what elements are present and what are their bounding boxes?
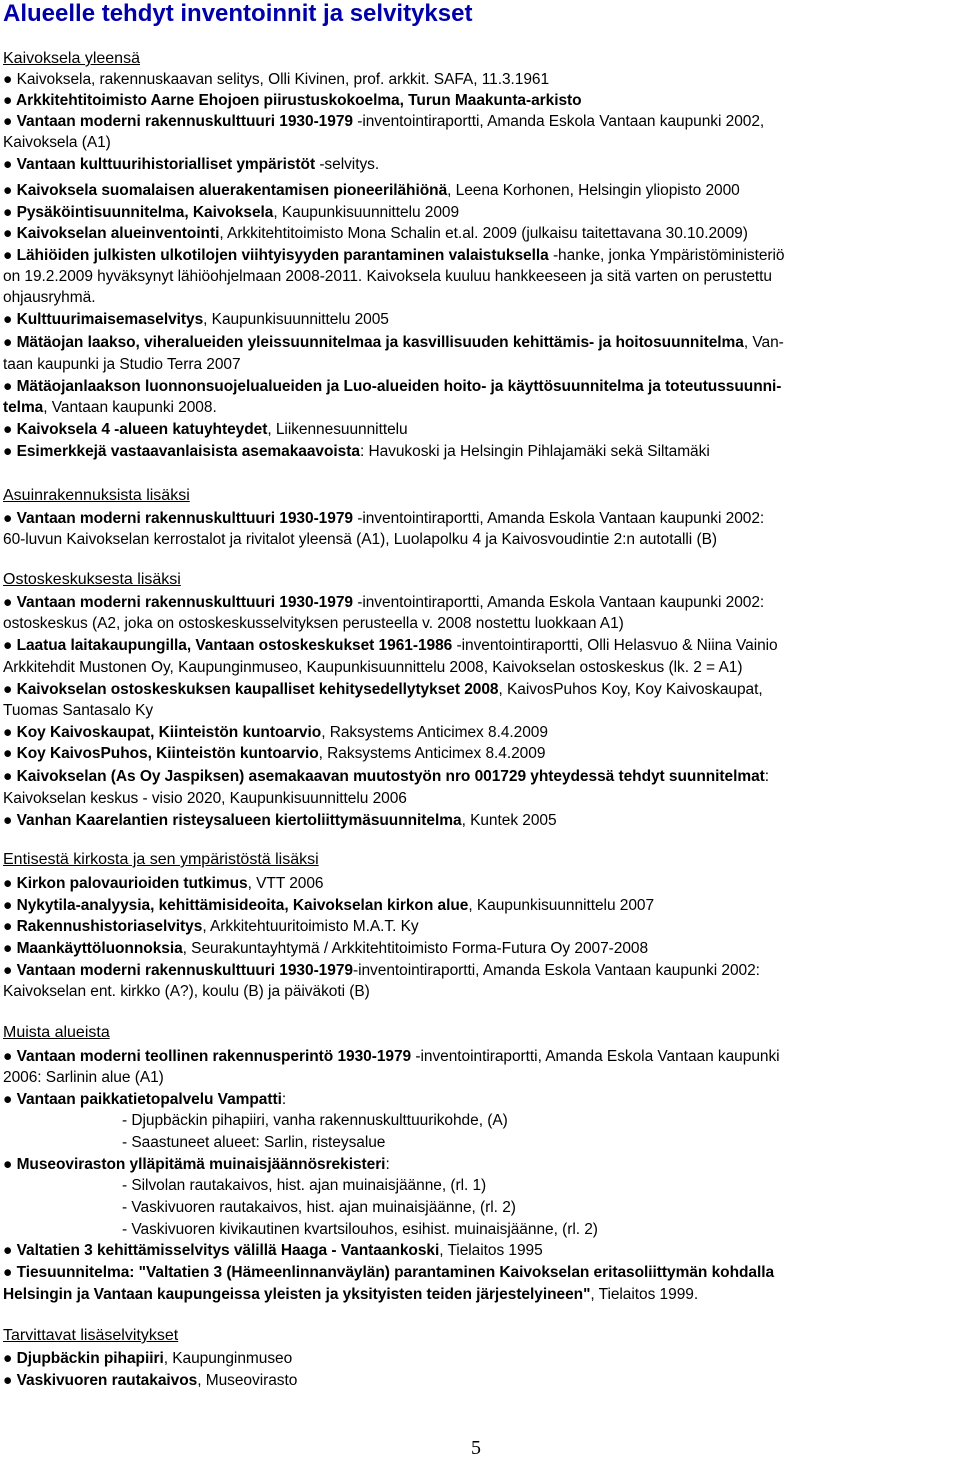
page-number: 5 [471, 1437, 481, 1459]
list-item: ● Maankäyttöluonnoksia, Seurakuntayhtymä / Arkkitehtitoimisto Forma-Futura Oy 2007-2008 [3, 940, 649, 957]
list-item-continuation: Helsingin ja Vantaan kaupungeissa yleisten ja yksityisten teiden järjestelyineen", Tielaitos 1999. [3, 1286, 699, 1303]
list-item: ● Vantaan moderni rakennuskulttuuri 1930-1979 -inventointiraportti, Amanda Eskola Vantaan kaupunki 2002: [3, 594, 765, 611]
list-item: ● Vantaan moderni teollinen rakennusperintö 1930-1979 -inventointiraportti, Amanda Eskola Vantaan kaupunki [3, 1048, 780, 1065]
section-heading-tarvittavat: Tarvittavat lisäselvitykset [3, 1327, 179, 1344]
section-heading-muista-alueista: Muista alueista [3, 1024, 110, 1041]
list-item-continuation: Tuomas Santasalo Ky [3, 702, 154, 719]
section-heading-kaivoksela: Kaivoksela yleensä [3, 50, 140, 67]
list-item: ● Vaskivuoren rautakaivos, Museovirasto [3, 1372, 298, 1389]
list-item: ● Kaivoksela 4 -alueen katuyhteydet, Liikennesuunnittelu [3, 421, 408, 438]
list-item: ● Rakennushistoriaselvitys, Arkkitehtuuritoimisto M.A.T. Ky [3, 918, 419, 935]
list-item: ● Arkkitehtitoimisto Aarne Ehojoen piirustuskokoelma, Turun Maakunta-arkisto [3, 92, 582, 109]
list-item: ● Vanhan Kaarelantien risteysalueen kiertoliittymäsuunnitelma, Kuntek 2005 [3, 812, 557, 829]
list-item: ● Lähiöiden julkisten ulkotilojen viihtyisyyden parantaminen valaistuksella -hanke, jonka Ympäristöministeriö [3, 247, 785, 264]
list-item-continuation: ostoskeskus (A2, joka on ostoskeskusselvityksen perusteella v. 2008 nostettu luokkaan A1) [3, 615, 624, 632]
list-item: ● Kaivokselan (As Oy Jaspiksen) asemakaavan muutostyön nro 001729 yhteydessä tehdyt suunnitelmat: [3, 768, 770, 785]
list-item: ● Kirkon palovaurioiden tutkimus, VTT 2006 [3, 875, 324, 892]
list-item: ● Koy KaivosPuhos, Kiinteistön kuntoarvio, Raksystems Anticimex 8.4.2009 [3, 745, 546, 762]
list-item: ● Kulttuurimaisemaselvitys, Kaupunkisuunnittelu 2005 [3, 311, 389, 328]
list-item-continuation: 60-luvun Kaivokselan kerrostalot ja rivitalot yleensä (A1), Luolapolku 4 ja Kaivosvoudintie 2:n autotalli (B) [3, 531, 717, 548]
section-heading-asuinrakennukset: Asuinrakennuksista lisäksi [3, 487, 190, 504]
sub-item: - Vaskivuoren kivikautinen kvartsilouhos, esihist. muinaisjäänne, (rl. 2) [122, 1221, 598, 1238]
sub-item: - Silvolan rautakaivos, hist. ajan muinaisjäänne, (rl. 1) [122, 1177, 487, 1194]
list-item: ● Mätäojan laakso, viheralueiden yleissuunnitelmaa ja kasvillisuuden kehittämis- ja hoitosuunnitelma, Van- [3, 334, 784, 351]
list-item: ● Tiesuunnitelma: "Valtatien 3 (Hämeenlinnanväylän) parantaminen Kaivokselan eritasoliittymän kohdalla [3, 1264, 775, 1281]
sub-item: - Djupbäckin pihapiiri, vanha rakennuskulttuurikohde, (A) [122, 1112, 508, 1129]
list-item-continuation: Arkkitehdit Mustonen Oy, Kaupunginmuseo, Kaupunkisuunnittelu 2008, Kaivokselan ostoskeskus (lk. 2 = A1) [3, 659, 743, 676]
list-item: ● Museoviraston ylläpitämä muinaisjäännösrekisteri: [3, 1156, 390, 1173]
list-item: ● Valtatien 3 kehittämisselvitys välillä Haaga - Vantaankoski, Tielaitos 1995 [3, 1242, 543, 1259]
list-item: ● Laatua laitakaupungilla, Vantaan ostoskeskukset 1961-1986 -inventointiraportti, Olli Helasvuo & Niina Vainio [3, 637, 778, 654]
list-item: ● Vantaan moderni rakennuskulttuuri 1930-1979 -inventointiraportti, Amanda Eskola Vantaan kaupunki 2002, [3, 113, 765, 130]
list-item: ● Vantaan moderni rakennuskulttuuri 1930-1979-inventointiraportti, Amanda Eskola Vantaan kaupunki 2002: [3, 962, 760, 979]
page-title: Alueelle tehdyt inventoinnit ja selvitykset [3, 0, 473, 27]
list-item-continuation: taan kaupunki ja Studio Terra 2007 [3, 356, 241, 373]
list-item-continuation: Kaivoksela (A1) [3, 134, 111, 151]
sub-item: - Vaskivuoren rautakaivos, hist. ajan muinaisjäänne, (rl. 2) [122, 1199, 516, 1216]
section-heading-kirkko: Entisestä kirkosta ja sen ympäristöstä lisäksi [3, 851, 319, 868]
list-item: ● Vantaan moderni rakennuskulttuuri 1930-1979 -inventointiraportti, Amanda Eskola Vantaan kaupunki 2002: [3, 510, 765, 527]
list-item: ● Koy Kaivoskaupat, Kiinteistön kuntoarvio, Raksystems Anticimex 8.4.2009 [3, 724, 548, 741]
list-item: ● Kaivoksela, rakennuskaavan selitys, Olli Kivinen, prof. arkkit. SAFA, 11.3.1961 [3, 71, 550, 88]
list-item: ● Nykytila-analyysia, kehittämisideoita, Kaivokselan kirkon alue, Kaupunkisuunnittelu 2007 [3, 897, 655, 914]
list-item: ● Mätäojanlaakson luonnonsuojelualueiden ja Luo-alueiden hoito- ja käyttösuunnitelma ja toteutussuunni- [3, 378, 782, 395]
list-item: ● Kaivokselan alueinventointi, Arkkitehtitoimisto Mona Schalin et.al. 2009 (julkaisu taitettavana 30.10.2009) [3, 225, 748, 242]
list-item: ● Esimerkkejä vastaavanlaisista asemakaavoista: Havukoski ja Helsingin Pihlajamäki sekä Siltamäki [3, 443, 710, 460]
list-item-continuation: Kaivokselan keskus - visio 2020, Kaupunkisuunnittelu 2006 [3, 790, 407, 807]
list-item: ● Vantaan kulttuurihistorialliset ympäristöt -selvitys. [3, 156, 380, 173]
list-item: ● Vantaan paikkatietopalvelu Vampatti: [3, 1091, 287, 1108]
list-item: ● Pysäköintisuunnitelma, Kaivoksela, Kaupunkisuunnittelu 2009 [3, 204, 460, 221]
list-item-continuation: ohjausryhmä. [3, 289, 96, 306]
list-item: ● Kaivokselan ostoskeskuksen kaupalliset kehitysedellytykset 2008, KaivosPuhos Koy, Koy Kaivoskaupat, [3, 681, 763, 698]
list-item-continuation: Kaivokselan ent. kirkko (A?), koulu (B) ja päiväkoti (B) [3, 983, 370, 1000]
list-item-continuation: telma, Vantaan kaupunki 2008. [3, 399, 217, 416]
section-heading-ostoskeskus: Ostoskeskuksesta lisäksi [3, 571, 181, 588]
sub-item: - Saastuneet alueet: Sarlin, risteysalue [122, 1134, 386, 1151]
list-item-continuation: 2006: Sarlinin alue (A1) [3, 1069, 164, 1086]
list-item-continuation: on 19.2.2009 hyväksynyt lähiöohjelmaan 2008-2011. Kaivoksela kuuluu hankkeeseen ja sitä varten on perustettu [3, 268, 772, 285]
list-item: ● Kaivoksela suomalaisen aluerakentamisen pioneerilähiönä, Leena Korhonen, Helsingin yliopisto 2000 [3, 182, 740, 199]
list-item: ● Djupbäckin pihapiiri, Kaupunginmuseo [3, 1350, 293, 1367]
